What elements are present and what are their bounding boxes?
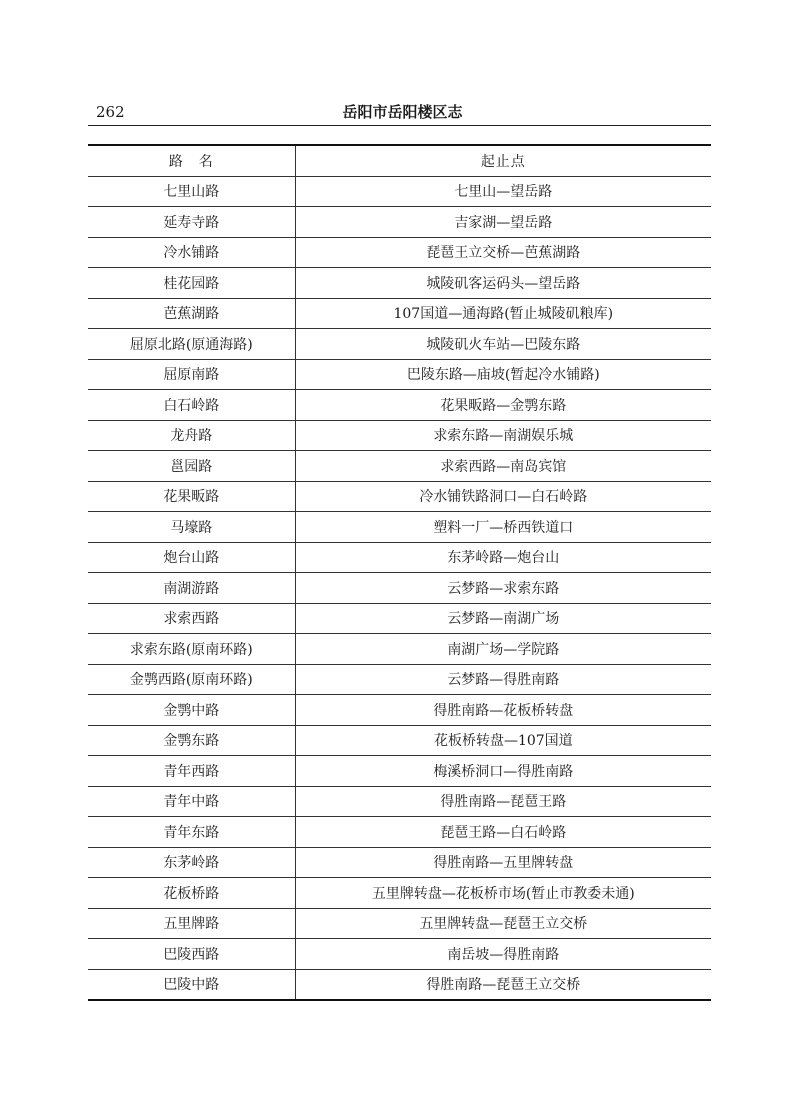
table-row — [88, 939, 711, 970]
road-name-cell: 求索西路 — [88, 603, 295, 634]
road-name-cell: 延寿寺路 — [88, 207, 295, 238]
table-row — [88, 847, 711, 878]
start-end-cell: 吉家湖—望岳路 — [295, 207, 711, 238]
table-row — [88, 481, 711, 512]
start-end-cell: 琵琶王路—白石岭路 — [295, 817, 711, 848]
road-name-cell: 东茅岭路 — [88, 847, 295, 878]
running-title: 岳阳市岳阳楼区志 — [342, 103, 463, 121]
column-header-road-name: 路 名 — [88, 145, 295, 176]
start-end-cell: 七里山—望岳路 — [295, 176, 711, 207]
start-end-cell: 东茅岭路—炮台山 — [295, 542, 711, 573]
start-end-cell: 南湖广场—学院路 — [295, 634, 711, 665]
table-row — [88, 756, 711, 787]
table-row — [88, 359, 711, 390]
start-end-cell: 得胜南路—琵琶王立交桥 — [426, 977, 581, 994]
start-end-cell: 五里牌转盘—琵琶王立交桥 — [295, 908, 711, 939]
start-end-cell: 冷水铺铁路洞口—白石岭路 — [295, 481, 711, 512]
road-name-cell: 邕园路 — [88, 451, 295, 482]
road-name-cell: 屈原南路 — [88, 359, 295, 390]
table-row — [88, 268, 711, 299]
road-name-cell: 金鹗东路 — [88, 725, 295, 756]
start-end-cell: 得胜南路—花板桥转盘 — [295, 695, 711, 726]
table-row — [88, 207, 711, 238]
table-row — [88, 969, 711, 1000]
road-name-cell: 金鹗西路(原南环路) — [88, 664, 295, 695]
road-name-cell: 花板桥路 — [88, 878, 295, 909]
table-row — [88, 878, 711, 909]
start-end-cell: 梅溪桥洞口—得胜南路 — [295, 756, 711, 787]
start-end-cell: 求索西路—南岛宾馆 — [295, 451, 711, 482]
road-table-body — [88, 176, 711, 1000]
table-row — [88, 634, 711, 665]
road-name-cell: 五里牌路 — [88, 908, 295, 939]
table-header-row — [88, 145, 711, 176]
table-row — [88, 542, 711, 573]
table-row — [88, 237, 711, 268]
start-end-cell: 得胜南路—五里牌转盘 — [295, 847, 711, 878]
table-row — [88, 420, 711, 451]
table-row — [88, 512, 711, 543]
start-end-cell: 城陵矶客运码头—望岳路 — [295, 268, 711, 299]
road-name-cell: 七里山路 — [88, 176, 295, 207]
start-end-cell: 云梦路—得胜南路 — [295, 664, 711, 695]
road-name-cell: 桂花园路 — [88, 268, 295, 299]
start-end-cell: 五里牌转盘—花板桥市场(暂止市教委未通) — [295, 878, 711, 909]
road-name-cell: 冷水铺路 — [88, 237, 295, 268]
table-row — [88, 329, 711, 360]
road-name-cell: 青年西路 — [88, 756, 295, 787]
table-row — [88, 573, 711, 604]
start-end-cell: 城陵矶火车站—巴陵东路 — [295, 329, 711, 360]
table-row — [88, 908, 711, 939]
table-row — [88, 786, 711, 817]
start-end-cell: 花果畈路—金鹗东路 — [295, 390, 711, 421]
start-end-cell: 云梦路—南湖广场 — [295, 603, 711, 634]
table-row — [88, 725, 711, 756]
road-name-cell: 芭蕉湖路 — [88, 298, 295, 329]
start-end-cell: 塑料一厂—桥西铁道口 — [295, 512, 711, 543]
road-name-cell: 马壕路 — [88, 512, 295, 543]
road-name-cell: 白石岭路 — [88, 390, 295, 421]
road-name-cell: 巴陵中路 — [88, 969, 295, 1000]
table-row — [88, 664, 711, 695]
road-name-cell: 屈原北路(原通海路) — [88, 329, 295, 360]
start-end-cell: 南岳坡—得胜南路 — [295, 939, 711, 970]
start-end-cell: 云梦路—求索东路 — [295, 573, 711, 604]
road-name-cell: 求索东路(原南环路) — [88, 634, 295, 665]
table-row — [88, 176, 711, 207]
road-name-cell: 青年中路 — [88, 786, 295, 817]
road-name-cell: 龙舟路 — [88, 420, 295, 451]
header-rule — [88, 125, 711, 126]
start-end-cell: 107国道—通海路(暂止城陵矶粮库) — [295, 298, 711, 329]
road-name-cell: 青年东路 — [88, 817, 295, 848]
start-end-cell: 得胜南路—琵琶王路 — [295, 786, 711, 817]
table-row — [88, 390, 711, 421]
table-row — [88, 817, 711, 848]
table-row — [88, 603, 711, 634]
column-header-start-end: 起止点 — [295, 145, 711, 176]
road-name-cell: 南湖游路 — [88, 573, 295, 604]
table-row — [88, 451, 711, 482]
start-end-cell: 琵琶王立交桥—芭蕉湖路 — [295, 237, 711, 268]
road-name-cell: 金鹗中路 — [88, 695, 295, 726]
road-name-cell: 巴陵西路 — [88, 939, 295, 970]
start-end-cell: 巴陵东路—庙坡(暂起冷水铺路) — [295, 359, 711, 390]
road-name-cell: 花果畈路 — [88, 481, 295, 512]
page-number: 262 — [96, 103, 125, 121]
table-row — [88, 695, 711, 726]
road-name-cell: 炮台山路 — [88, 542, 295, 573]
table-row — [88, 298, 711, 329]
start-end-cell: 求索东路—南湖娱乐城 — [295, 420, 711, 451]
start-end-cell: 花板桥转盘—107国道 — [295, 725, 711, 756]
road-table — [88, 144, 711, 1001]
